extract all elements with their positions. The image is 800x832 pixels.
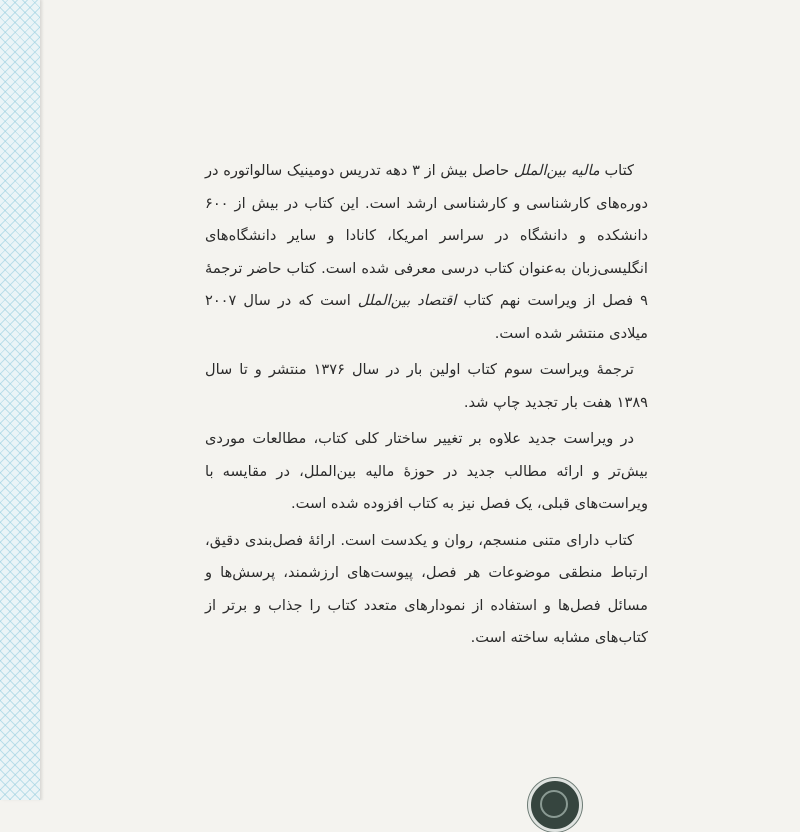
book-title-international-finance: مالیه بین‌الملل [513, 162, 600, 179]
book-title-international-economics: اقتصاد بین‌الملل [357, 292, 457, 309]
paragraph-1 [205, 155, 648, 350]
page-edge-shadow [40, 0, 44, 800]
paragraph-2: ترجمهٔ ویراست سوم کتاب اولین بار در سال ۱۳۷۶ منتشر و تا سال ۱۳۸۹ هفت بار تجدید چاپ شد. [205, 361, 648, 411]
paragraph-3: در ویراست جدید علاوه بر تغییر ساختار کلی کتاب، مطالعات موردی بیش‌تر و ارائه مطالب جدید در حوزهٔ مالیه بین‌الملل، در مقایسه با ویراست‌های قبلی، یک فصل نیز به کتاب افزوده شده است. [205, 430, 648, 512]
paragraph-1-part-c: است که در سال ۲۰۰۷ میلادی منتشر شده است. [205, 292, 648, 342]
paragraph-1-part-b: حاصل بیش از ۳ دهه تدریس دومینیک سالواتوره در دوره‌های کارشناسی و کارشناسی ارشد است. این کتاب در بیش از ۶۰۰ دانشکده و دانشگاه در سراسر امریکا، کانادا و سایر دانشگاه‌های انگلیسی‌زبان به‌عنوان کتاب درسی معرفی شده است. کتاب حاضر ترجمهٔ ۹ فصل از ویراست نهم کتاب [205, 162, 648, 309]
back-cover-description [205, 155, 648, 659]
paragraph-1-part-a: کتاب [599, 162, 634, 179]
publisher-logo-badge [528, 778, 582, 832]
paragraph-4: کتاب دارای متنی منسجم، روان و یکدست است. ارائهٔ فصل‌بندی دقیق، ارتباط منطقی موضوعات هر فصل، پیوست‌های ارزشمند، پرسش‌ها و مسائل فصل‌ها و استفاده از نمودارهای متعدد کتاب را جذاب و برتر از کتاب‌های مشابه ساخته است. [205, 531, 648, 646]
spine-pattern [0, 0, 40, 800]
